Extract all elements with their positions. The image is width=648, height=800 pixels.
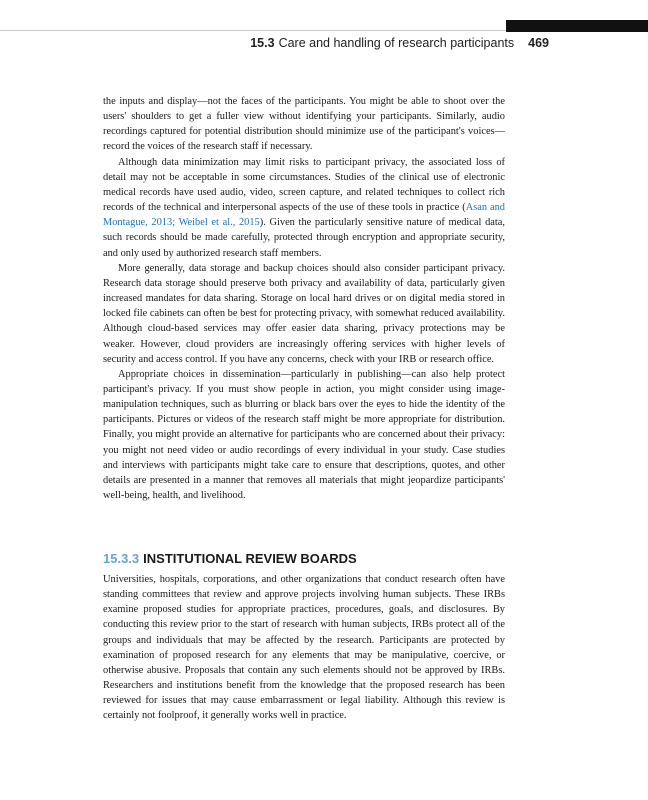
header-rule xyxy=(0,30,506,31)
paragraph: Appropriate choices in dissemination—particularly in publishing—can also help protect participant's privacy. If you must show people in action, you might consider using image-manipulation techniques, such as blurring or black bars over the eyes to hide the identity of the participants. Pictures or videos of the research staff might be more appropriate for distribution. Finally, you might provide an alternative for participants who are concerned about their privacy: you might not need video or audio recordings of every individual in your study. Case studies and interviews with participants might take care to ensure that descriptions, quotes, and other details are presented in a manner that removes all materials that might jeopardize participants' well-being, health, and livelihood. xyxy=(103,368,505,502)
paragraph: the inputs and display—not the faces of the participants. You might be able to shoot over the users' shoulders to get a fuller view without identifying your participants. Similarly, audio recordings captured for potential distribution should minimize use of the participant's voices—record the voices of the research staff if necessary. xyxy=(103,96,505,153)
paragraph-text: Although data minimization may limit risks to participant privacy, the associated loss of detail may not be acceptable in some circumstances. Studies of the clinical use of electronic medical records have used audio, video, screen capture, and related techniques to collect rich records of the technical and interpersonal aspects of the use of these tools in practice ( xyxy=(103,156,505,214)
running-head-title: Care and handling of research participants xyxy=(278,36,515,50)
paragraph-text: ). Given the particularly sensitive nature of medical data, such records should be made carefully, protected through encryption and appropriate security, and only used by authorized research staff members. xyxy=(103,217,505,259)
paragraph xyxy=(103,155,505,261)
page-number: 469 xyxy=(528,36,549,50)
section-body xyxy=(103,572,505,724)
section-heading xyxy=(103,551,505,566)
paragraph: Universities, hospitals, corporations, and other organizations that conduct research often have standing committees that review and approve projects involving human subjects. These IRBs examine proposed studies for appropriate practices, procedures, goals, and disclosures. By conducting this review prior to the start of research with human subjects, IRBs protect all of the groups and individuals that may be affected by the research. Participants are protected by examination of proposed research for any elements that may be manipulative, coercive, or otherwise abusive. Proposals that contain any such elements should not be approved by IRBs. Researchers and institutions benefit from the knowledge that the proposed research has been reviewed for issues that may cause embarrassment or legal liability. Although this review is certainly not foolproof, it generally works well in practice. xyxy=(103,574,505,722)
body-text xyxy=(103,94,505,503)
section-heading-title: INSTITUTIONAL REVIEW BOARDS xyxy=(143,551,357,566)
running-head-section-number: 15.3 xyxy=(250,36,275,50)
citation-link[interactable]: Asan and Montague, 2013; Weibel et al., 2015 xyxy=(103,202,505,229)
paragraph: More generally, data storage and backup choices should also consider participant privacy. Research data storage should preserve both privacy and availability of data, particularly given increased mandates for data sharing. Storage on local hard drives or on digital media stored in locked file cabinets can often be best for protecting privacy, with somewhat reduced availability. Although cloud-based services may offer easier data sharing, privacy protections may be weaker. However, cloud providers are increasingly offering services with higher levels of security and access control. If you have any concerns, check with your IRB or research office. xyxy=(103,262,505,365)
header-bar xyxy=(506,20,648,32)
section-heading-number: 15.3.3 xyxy=(103,551,140,566)
